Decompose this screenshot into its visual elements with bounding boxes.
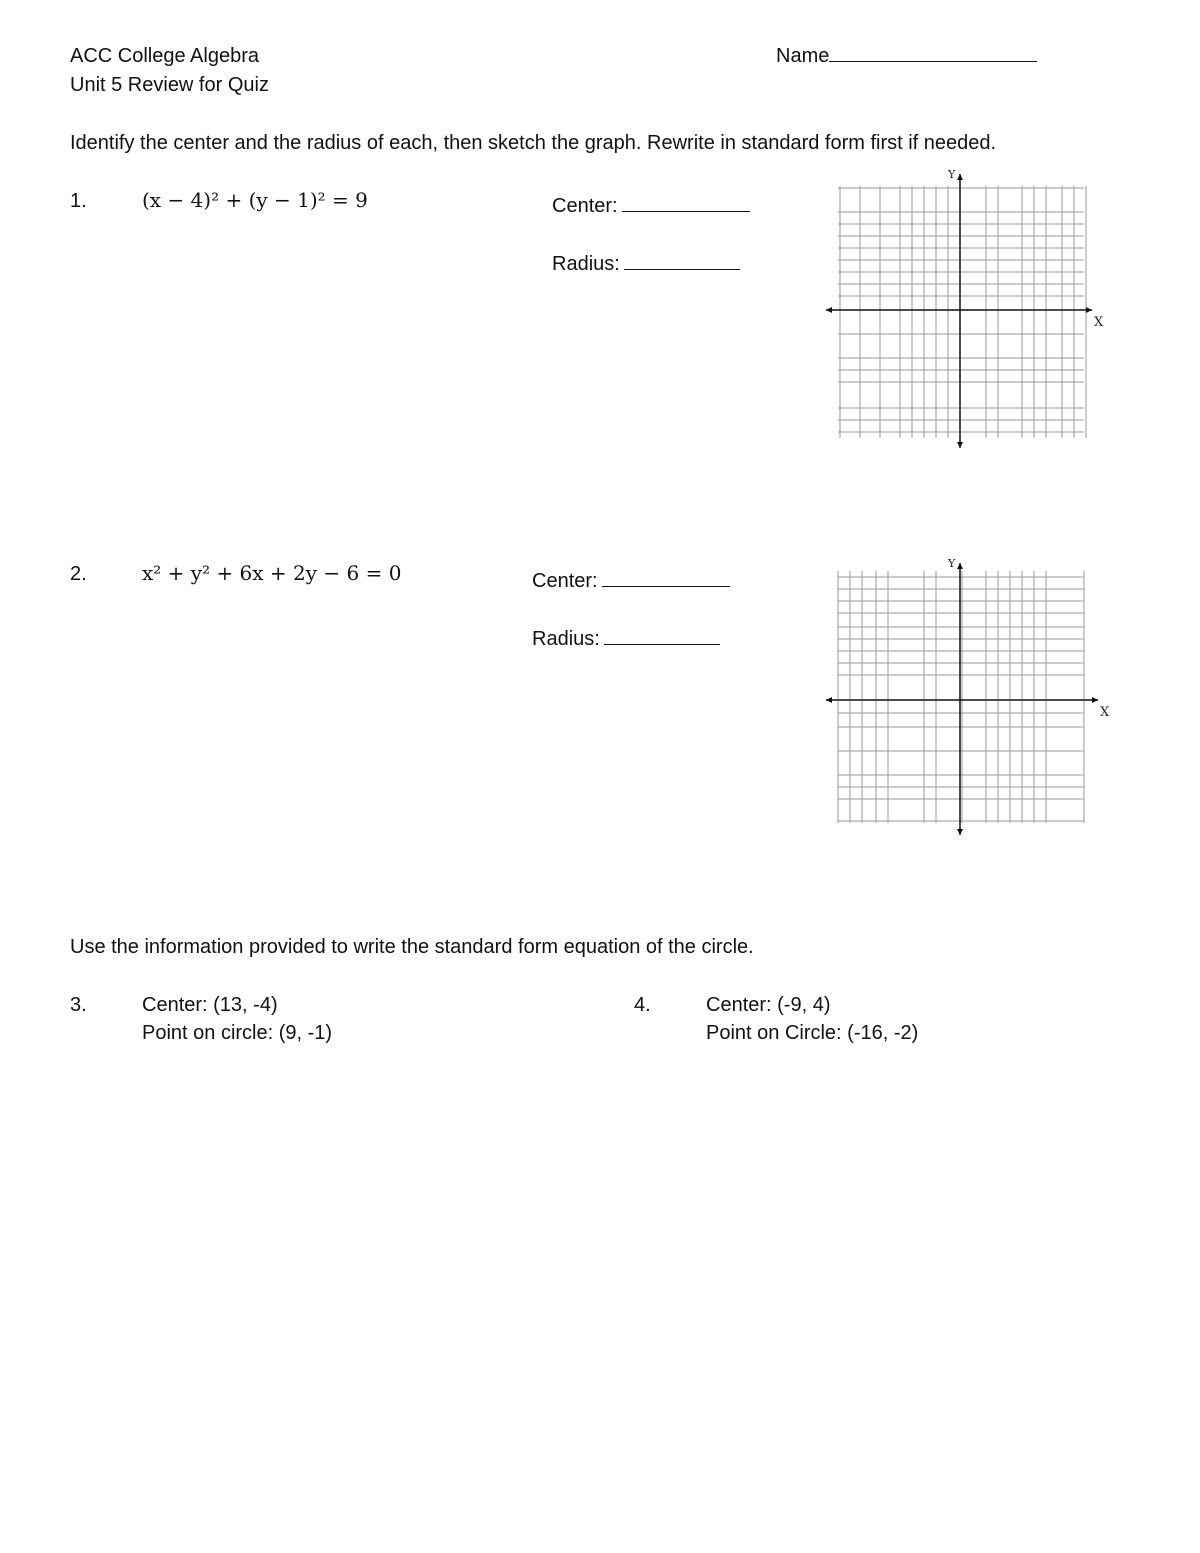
problem-4-point: Point on Circle: (-16, -2) bbox=[706, 1022, 919, 1044]
y-axis-arrow-down bbox=[957, 442, 963, 448]
problem-2-center bbox=[532, 570, 730, 593]
problem-3-center: Center: (13, -4) bbox=[142, 994, 278, 1016]
problem-1-radius bbox=[552, 253, 740, 276]
course-title: ACC College Algebra bbox=[70, 45, 259, 67]
center-blank bbox=[622, 195, 750, 212]
name-field bbox=[776, 45, 1037, 68]
problem-1-graph bbox=[820, 168, 1110, 458]
y-axis-label: Y bbox=[948, 168, 956, 181]
center-blank bbox=[602, 570, 730, 587]
radius-blank bbox=[624, 253, 740, 270]
section1-instructions: Identify the center and the radius of each, then sketch the graph. Rewrite in standard form first if needed. bbox=[70, 132, 997, 154]
radius-label: Radius: bbox=[552, 253, 620, 275]
y-axis-arrow-up bbox=[957, 174, 963, 180]
problem-3-point: Point on circle: (9, -1) bbox=[142, 1022, 333, 1044]
x-axis-arrow-left bbox=[826, 307, 832, 313]
x-axis-label: X bbox=[1100, 705, 1110, 720]
name-blank bbox=[829, 45, 1037, 62]
grid-lines bbox=[838, 571, 1084, 823]
x-axis-label: X bbox=[1094, 315, 1104, 330]
problem-2-equation-text: x² + y² + 6x + 2y − 6 = 0 bbox=[142, 561, 402, 585]
section2-instructions: Use the information provided to write the standard form equation of the circle. bbox=[70, 936, 754, 958]
radius-label: Radius: bbox=[532, 628, 600, 650]
problem-1-equation-text: (x − 4)² + (y − 1)² = 9 bbox=[142, 188, 368, 212]
problem-4-center: Center: (-9, 4) bbox=[706, 994, 831, 1016]
grid-lines bbox=[838, 186, 1086, 438]
problem-4-number: 4. bbox=[634, 994, 651, 1016]
center-label: Center: bbox=[552, 195, 618, 217]
x-axis-arrow-right bbox=[1092, 697, 1098, 703]
y-axis-arrow-up bbox=[957, 563, 963, 569]
problem-3-number: 3. bbox=[70, 994, 87, 1016]
problem-2-radius bbox=[532, 628, 720, 651]
y-axis-arrow-down bbox=[957, 829, 963, 835]
problem-1-equation bbox=[142, 188, 368, 212]
problem-2-graph bbox=[820, 557, 1110, 847]
center-label: Center: bbox=[532, 570, 598, 592]
problem-1-number: 1. bbox=[70, 190, 87, 212]
x-axis-arrow-right bbox=[1086, 307, 1092, 313]
name-label: Name bbox=[776, 45, 830, 67]
problem-1-center bbox=[552, 195, 750, 218]
radius-blank bbox=[604, 628, 720, 645]
y-axis-label: Y bbox=[948, 557, 956, 570]
problem-2-equation bbox=[142, 561, 401, 585]
unit-title: Unit 5 Review for Quiz bbox=[70, 74, 269, 96]
problem-2-number: 2. bbox=[70, 563, 87, 585]
x-axis-arrow-left bbox=[826, 697, 832, 703]
